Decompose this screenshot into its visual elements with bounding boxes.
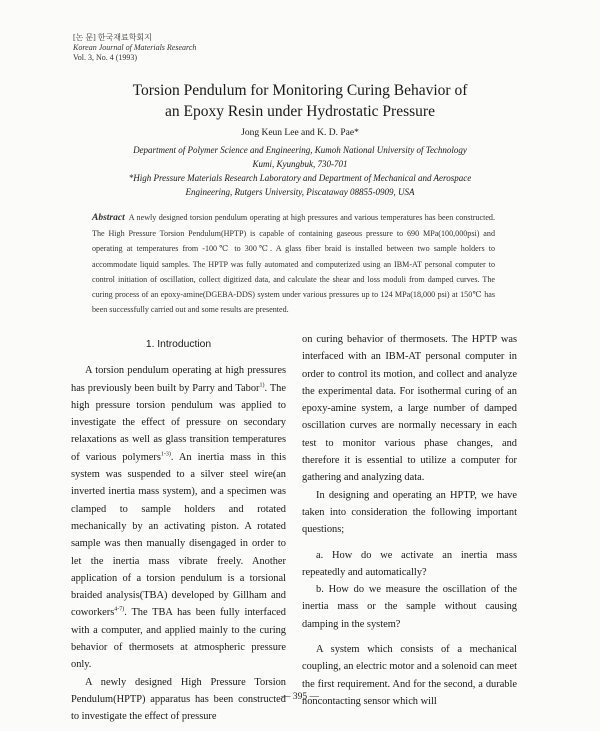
- citation-1: 1): [259, 382, 265, 389]
- journal-volume: Vol. 3, No. 4 (1993): [73, 53, 138, 62]
- left-column: [71, 336, 286, 726]
- right-paragraph-3: A system which consists of a mechanical coupling, an electric motor and a solenoid can meet the first requirement. And for the second, a durable noncontacting sensor which will: [302, 644, 517, 707]
- journal-english-name: Korean Journal of Materials Research: [73, 43, 197, 52]
- affiliation-1-line-2: Kumi, Kyungbuk, 730-701: [252, 159, 348, 169]
- intro-paragraph-2: A newly designed High Pressure Torsion Pendulum(HPTP) apparatus has been constructed to investigate the effect of pressure: [71, 676, 286, 723]
- intro-p1-text-b: . The high pressure torsion pendulum was applied to investigate the effect of pressure on secondary relaxations as well as glass transition temperatures of various polymers: [71, 382, 286, 463]
- right-column: [302, 331, 517, 710]
- abstract-text: A newly designed torsion pendulum operating at high pressures and various temperatures has been constructed. The High Pressure Torsion Pendulum(HPTP) is capable of containing gaseous pressure to 690 MPa(100,000psi) and operating at temperatures from -100℃ to 300℃. A glass fiber braid is installed between two sample holders to accommodate liquid samples. The HPTP was fully automated and computerized using an IBM-AT personal computer to control initiation of oscillation, collect digitized data, and calculate the shear and loss moduli from damped curves. The curing process of an epoxy-amine(DGEBA-DDS) system under various pressures up to 124 MPa(18,000 psi) at 150℃ has been successfully carried out and some results are presented.: [92, 213, 495, 315]
- abstract-label: Abstract: [92, 213, 125, 223]
- question-a: a. How do we activate an inertia mass repeatedly and automatically?: [302, 549, 517, 578]
- right-paragraph-2: In designing and operating an HPTP, we have taken into consideration the following important questions;: [302, 489, 517, 536]
- paper-title: [0, 80, 600, 122]
- journal-korean-name: [논 문] 한국재료학회지: [73, 33, 152, 42]
- journal-header: [73, 33, 196, 63]
- affiliation-2-line-1: *High Pressure Materials Research Laboratory and Department of Mechanical and Aerospace: [128, 173, 472, 183]
- affiliation-1: [0, 143, 600, 171]
- intro-p1-text-a: A torsion pendulum operating at high pressures has previously been built by Parry and Tabor: [71, 365, 286, 394]
- page-number: — 395 —: [281, 692, 319, 702]
- question-b: b. How do we measure the oscillation of the inertia mass or the sample without causing damping in the system?: [302, 584, 517, 630]
- citation-4-7: 4-7): [114, 606, 125, 613]
- abstract: [92, 210, 495, 317]
- intro-p1-text-c: . An inertia mass in this system was suspended to a silver steel wire(an inverted inertia mass system), and a specimen was clamped to sample holders and rotated mechanically by an activating piston. A rotated sample was then manually disengaged in order to let the inertia mass vibrate freely. Another application of a torsion pendulum is a torsional braided analysis(TBA) developed by Gillham and coworkers: [71, 451, 286, 619]
- intro-paragraph-1: [71, 362, 286, 673]
- affiliation-2: [0, 171, 600, 199]
- right-paragraph-1: on curing behavior of thermosets. The HPTP was interfaced with an IBM-AT personal computer in order to control its motion, and collect and analyze the experimental data. For isothermal curing of an epoxy-amine system, a large number of damped oscillation curves are normally necessary in each test to monitor various phase changes, and therefore it is essential to utilize a computer for gathering and analyzing data.: [302, 334, 517, 484]
- title-line-1: Torsion Pendulum for Monitoring Curing Behavior of: [132, 82, 468, 99]
- citation-1-3: 1-3): [160, 451, 171, 458]
- title-line-2: an Epoxy Resin under Hydrostatic Pressure: [165, 103, 435, 120]
- section-heading-introduction: 1. Introduction: [145, 339, 212, 350]
- affiliation-2-line-2: Engineering, Rutgers University, Piscataway 08855-0909, USA: [185, 187, 415, 197]
- authors: Jong Keun Lee and K. D. Pae*: [241, 128, 359, 138]
- affiliation-1-line-1: Department of Polymer Science and Engineering, Kumoh National University of Technology: [133, 145, 467, 155]
- intro-p1-text-d: . The TBA has been fully interfaced with a computer, and applied mainly to the curing behavior of thermosets at atmospheric pressure only.: [71, 607, 286, 671]
